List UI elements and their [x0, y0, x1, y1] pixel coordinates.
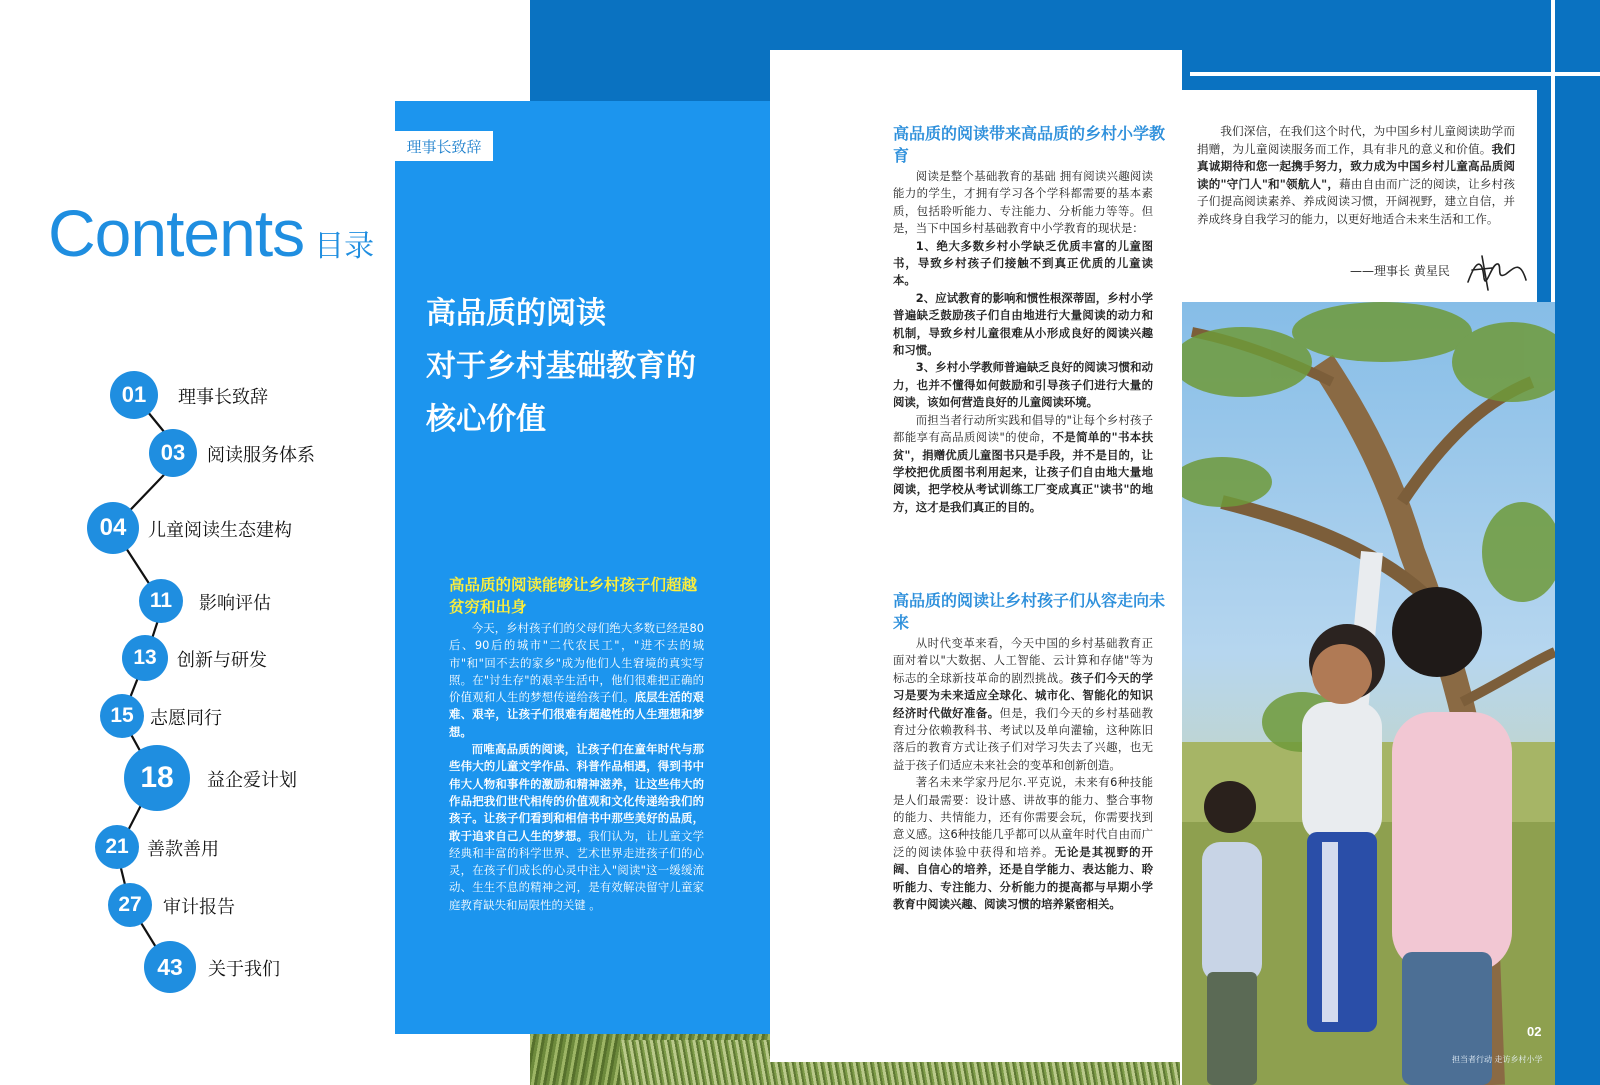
toc-page-number[interactable]: 21 [95, 825, 139, 869]
section-tag: 理事长致辞 [395, 131, 493, 161]
paragraph: 从时代变革来看，今天中国的乡村基础教育正面对着以"大数据、人工智能、云计算和存储"等为标志的全球新技革命的剧烈挑战。孩子们今天的学习是要为未来适应全球化、城市化、智能化的知识经济时代做好准备。但是，我们今天的乡村基础教育过分依赖教科书、考试以及单向灌输，这种陈旧落后的教育方式让孩子们对学习失去了兴趣，也无益于孩子们适应未来社会的变革和创新创造。 [893, 636, 1153, 772]
toc-item-label[interactable]: 善款善用 [147, 839, 219, 860]
contents-title-cn: 目录 [314, 229, 375, 264]
toc-page-number[interactable]: 18 [124, 745, 190, 811]
toc-page-number[interactable]: 13 [122, 635, 168, 681]
panel-subhead: 高品质的阅读能够让乡村孩子们超越贫穷和出身 [449, 576, 698, 616]
toc-page-number[interactable]: 27 [108, 883, 152, 927]
section-body [893, 635, 1153, 914]
photo-children-tree [1182, 302, 1555, 1085]
paragraph: 今天，乡村孩子们的父母们绝大多数已经是80后、90后的城市"二代农民工"，"进不去的城市"和"回不去的家乡"成为他们人生窘境的真实写照。在"讨生存"的艰辛生活中，他们很难把正确的价值观和人生的梦想传递给孩子们。底层生活的艰难、艰辛，让孩子们很难有超越性的人生理想和梦想。 [449, 621, 704, 739]
toc-item-label[interactable]: 创新与研发 [177, 650, 267, 671]
paragraph: 3、乡村小学教师普遍缺乏良好的阅读习惯和动力，也并不懂得如何鼓励和引导孩子们进行大量的阅读，该如何营造良好的儿童阅读环境。 [893, 360, 1153, 410]
toc-item-label[interactable]: 审计报告 [163, 897, 235, 918]
headline-line: 核心价值 [426, 402, 546, 437]
contents-title-en: Contents [48, 196, 305, 270]
closing-paragraph [1197, 123, 1515, 228]
toc-item-label[interactable]: 理事长致辞 [178, 387, 268, 408]
toc-page-number[interactable]: 15 [100, 694, 144, 738]
right-edge-stripe [1555, 0, 1600, 1085]
section-heading: 高品质的阅读让乡村孩子们从容走向未来 [893, 591, 1166, 632]
toc-item-label[interactable]: 儿童阅读生态建构 [148, 520, 292, 541]
photo-caption: 担当者行动 走访乡村小学 [1452, 1055, 1543, 1064]
toc-page-number[interactable]: 01 [110, 371, 158, 419]
paragraph: 我们深信，在我们这个时代，为中国乡村儿童阅读助学而捐赠，为儿童阅读服务而工作，具有非凡的意义和价值。我们真诚期待和您一起携手努力，致力成为中国乡村儿童高品质阅读的"守门人"和"领航人"，藉由自由而广泛的阅读，让乡村孩子们提高阅读素养、养成阅读习惯，开阔视野，建立自信，并养成终身自我学习的能力，以更好地适合未来生活和工作。 [1197, 124, 1515, 226]
decorative-rule [1190, 72, 1600, 76]
paragraph: 阅读是整个基础教育的基础 拥有阅读兴趣阅读能力的学生，才拥有学习各个学科都需要的基本素质，包括聆听能力、专注能力、分析能力等等。但是，当下中国乡村基础教育中小学教育的现状是： [893, 169, 1153, 236]
handwritten-signature [1462, 250, 1532, 295]
headline-line: 对于乡村基础教育的 [426, 349, 696, 384]
toc-item-label[interactable]: 影响评估 [199, 593, 271, 614]
paragraph: 而担当者行动所实践和倡导的"让每个乡村孩子都能享有高品质阅读"的使命，不是简单的"书本扶贫"，捐赠优质儿童图书只是手段，并不是目的，让学校把优质图书利用起来，让孩子们自由地大量地阅读，把学校从考试训练工厂变成真正"读书"的地方，这才是我们真正的目的。 [893, 412, 1153, 514]
paragraph: 著名未来学家丹尼尔.平克说，未来有6种技能是人们最需要：设计感、讲故事的能力、整合事物的能力、共情能力，还有你需要会玩，你需要找到意义感。这6种技能几乎都可以从童年时代自由而广泛的阅读体验中获得和培养。无论是其视野的开阔、自信心的培养，还是自学能力、表达能力、聆听能力、专注能力、分析能力的提高都与早期小学教育中阅读兴趣、阅读习惯的培养紧密相关。 [893, 775, 1153, 912]
signature-label: ——理事长 黄星民 [1350, 264, 1450, 278]
paragraph: 而唯高品质的阅读，让孩子们在童年时代与那些伟大的儿童文学作品、科普作品相遇，得到书中伟大人物和事件的激励和精神滋养，让这些伟大的作品把我们世代相传的价值观和文化传递给我们的孩子。让孩子们看到和相信书中那些美好的品质，敢于追求自己人生的梦想。我们认为，让儿童文学经典和丰富的科学世界、艺术世界走进孩子们的心灵，在孩子们成长的心灵中注入"阅读"这一缓缓流动、生生不息的精神之河，是有效解决留守儿童家庭教育缺失和局限性的关键 。 [449, 742, 704, 912]
toc-item-label[interactable]: 益企爱计划 [207, 770, 297, 791]
toc-item-label[interactable]: 志愿同行 [150, 708, 222, 729]
panel-headline [426, 287, 826, 446]
headline-line: 高品质的阅读 [426, 296, 606, 331]
paragraph: 1、绝大多数乡村小学缺乏优质丰富的儿童图书，导致乡村孩子们接触不到真正优质的儿童读本。 [893, 238, 1153, 288]
toc-item-label[interactable]: 关于我们 [208, 959, 280, 980]
section-heading: 高品质的阅读带来高品质的乡村小学教育 [893, 124, 1166, 165]
section-body [893, 168, 1153, 516]
paragraph: 2、应试教育的影响和惯性根深蒂固，乡村小学普遍缺乏鼓励孩子们自由地进行大量阅读的动力和机制，导致乡村儿童很难从小形成良好的阅读兴趣和习惯。 [893, 290, 1153, 358]
toc-page-number[interactable]: 11 [139, 579, 183, 623]
panel-body [449, 620, 704, 914]
toc-page-number[interactable]: 43 [144, 941, 196, 993]
toc-page-number[interactable]: 04 [87, 502, 139, 554]
page-number: 02 [1527, 1024, 1542, 1039]
toc-item-label[interactable]: 阅读服务体系 [207, 445, 315, 466]
toc-page-number[interactable]: 03 [149, 429, 197, 477]
